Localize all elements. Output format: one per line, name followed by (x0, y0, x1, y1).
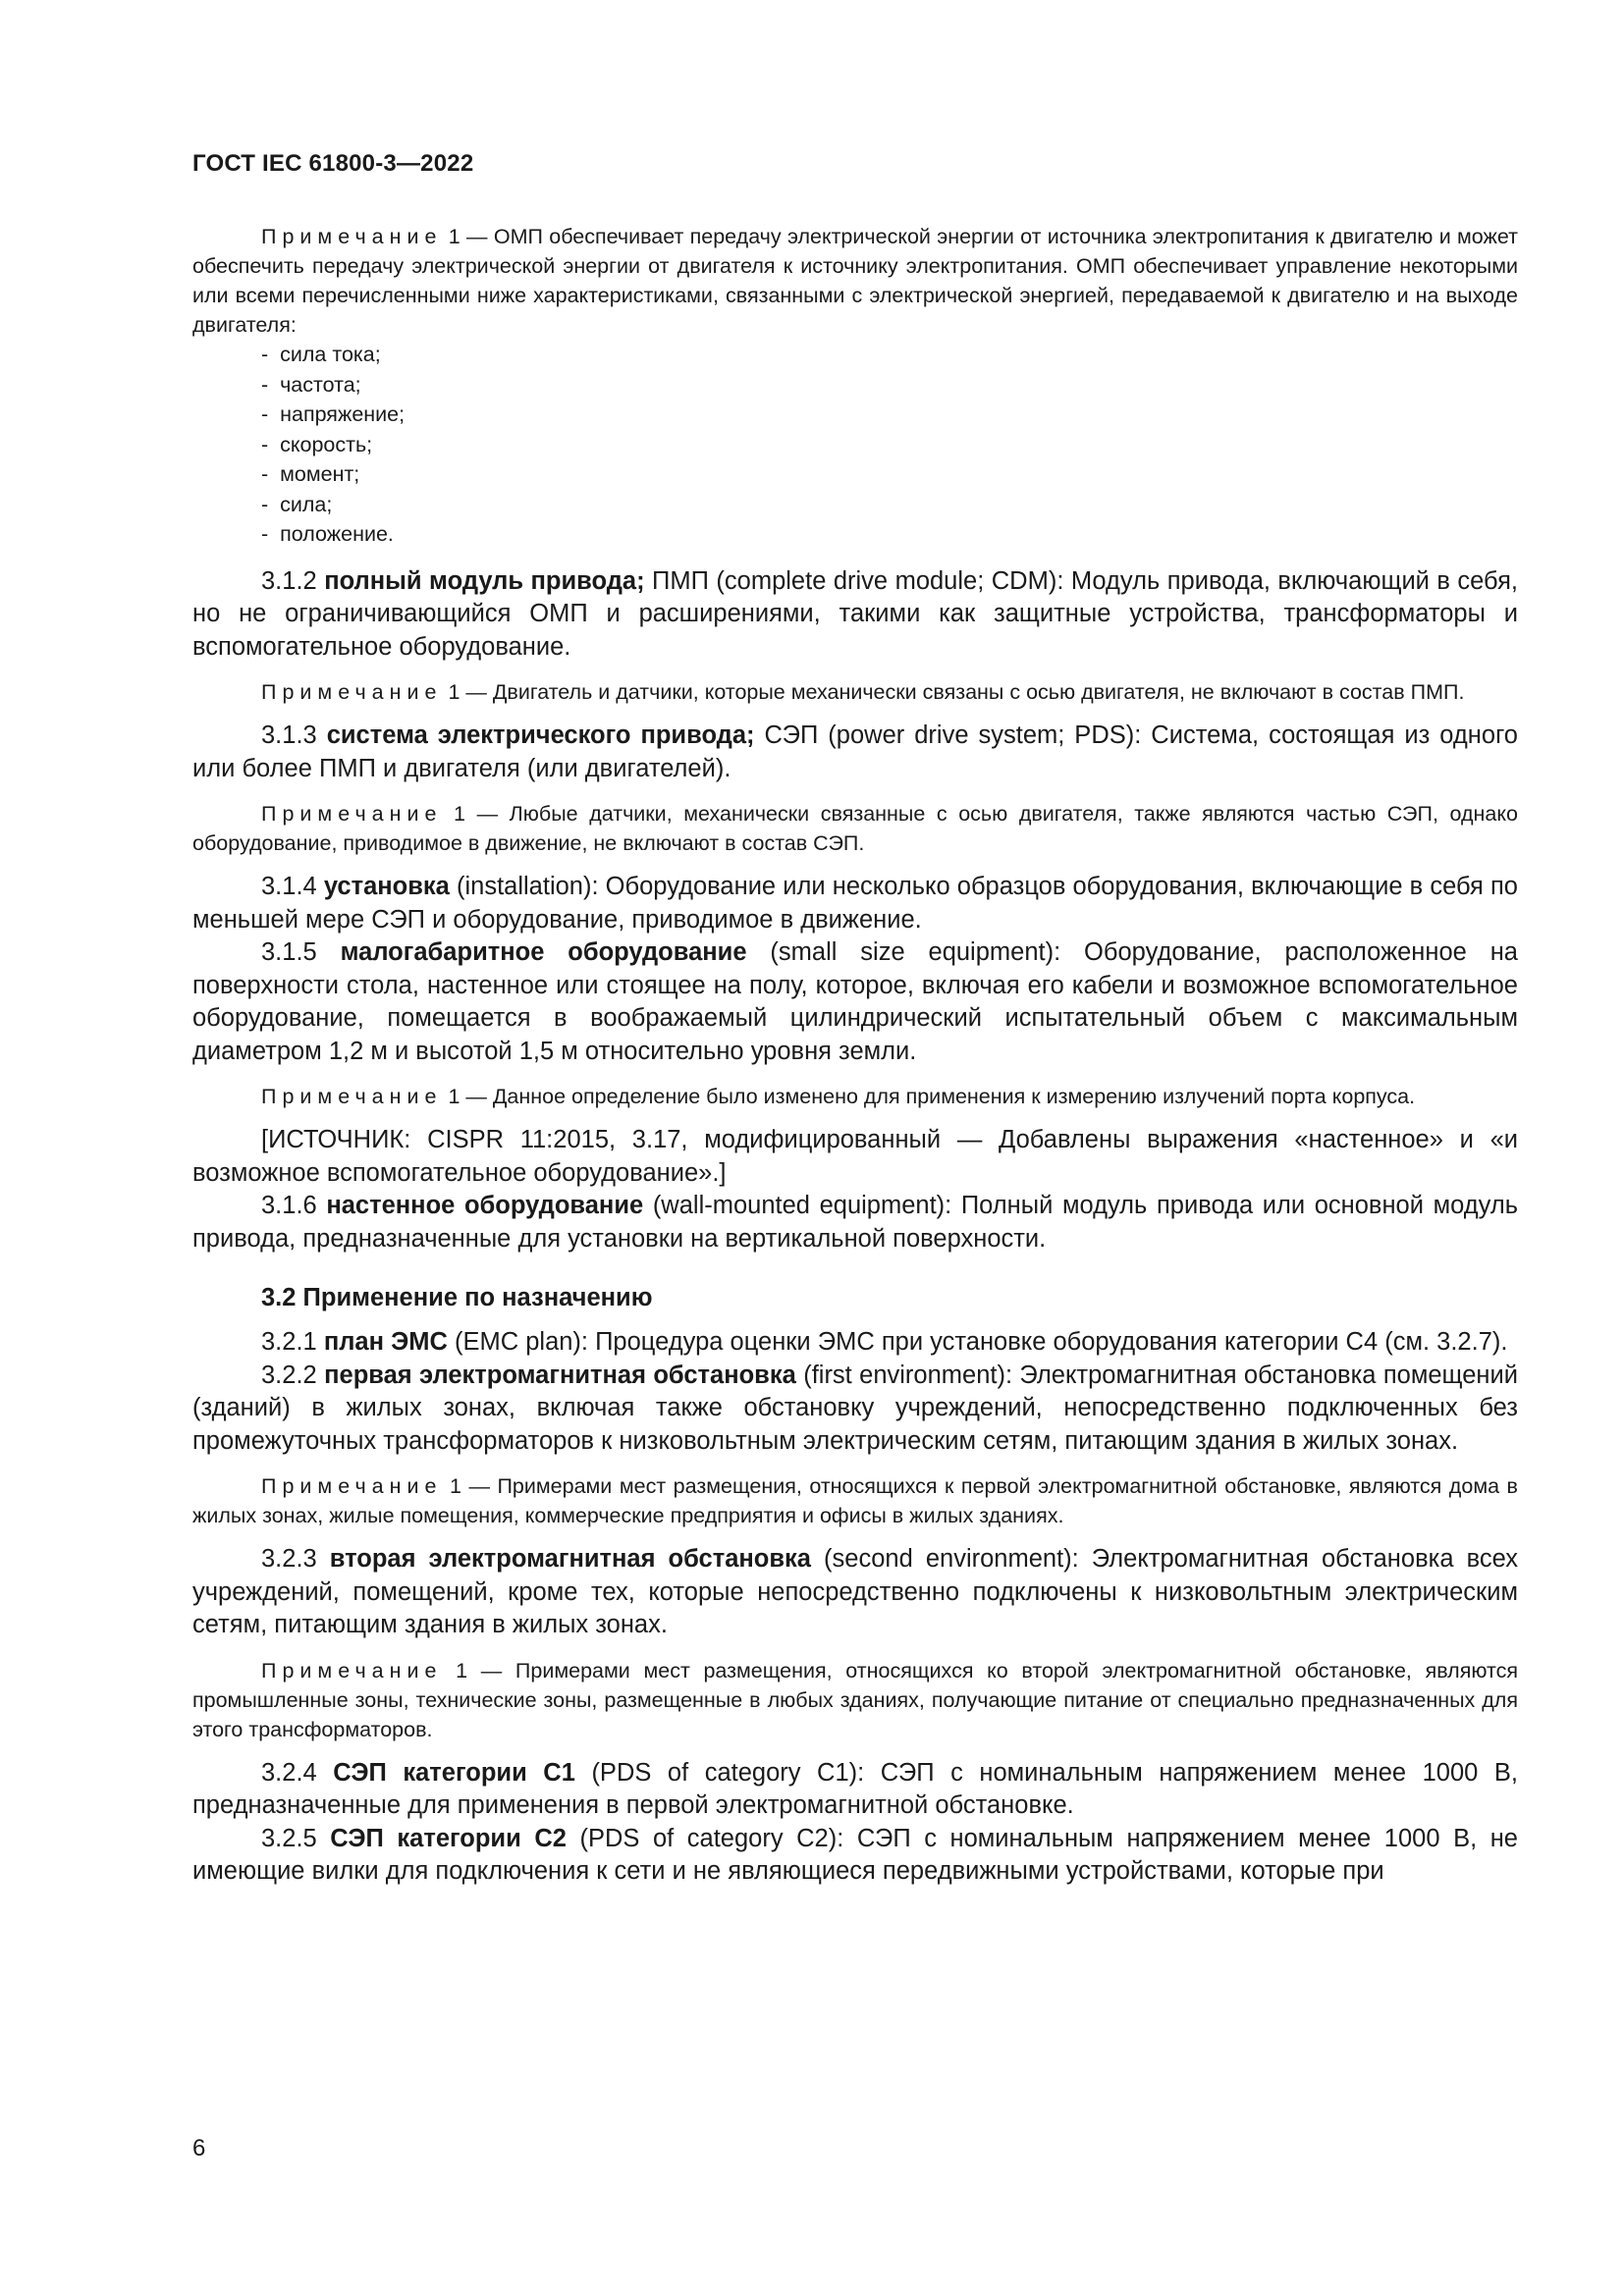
note-label: Примечание (261, 1085, 443, 1108)
document-header: ГОСТ IEC 61800-3—2022 (192, 150, 474, 177)
note-label: Примечание (261, 225, 443, 248)
note-label: Примечание (261, 802, 443, 826)
note-label: Примечание (261, 1658, 443, 1682)
definition-3-2-5 (192, 1823, 1518, 1889)
definition-text: (small size equipment): Оборудование, расположенное на поверхности стола, настенное или стоящее на полу, которое, включая его кабели и возможное вспомогательное оборудование, помещается в воображаемый цилиндрический испытательный объем с максимальным диаметром 1,2 м и высотой 1,5 м относительно уровня земли. (192, 938, 1518, 1065)
definition-text: (PDS of category C1): СЭП с номинальным напряжением менее 1000 В, предназначенные для применения в первой электромагнитной обстановке. (192, 1758, 1518, 1819)
note-text: — Примерами мест размещения, относящихся ко второй электромагнитной обстановке, являются промышленные зоны, технические зоны, размещенные в любых зданиях, получающие питание от специально предназначенных для этого трансформаторов. (192, 1658, 1518, 1741)
characteristics-list (192, 340, 1518, 550)
definition-3-2-3 (192, 1543, 1518, 1642)
definition-3-1-5 (192, 936, 1518, 1068)
note-number: 1 (448, 1085, 460, 1108)
definition-3-1-2 (192, 565, 1518, 665)
note-label: Примечание (261, 1474, 443, 1498)
clause-number: 3.1.5 (261, 938, 341, 966)
clause-number: 3.2.4 (261, 1758, 334, 1787)
section-heading-3-2: 3.2 Применение по назначению (261, 1284, 653, 1311)
note-number: 1 (448, 225, 460, 248)
document-body (192, 222, 1518, 1889)
note-text: — Любые датчики, механически связанные с осью двигателя, также являются частью СЭП, однако оборудование, приводимое в движение, не включают в состав СЭП. (192, 802, 1518, 855)
list-item: - напряжение; (261, 400, 1518, 430)
clause-number: 3.2.1 (261, 1328, 324, 1356)
clause-number: 3.2.3 (261, 1545, 330, 1573)
definition-3-2-4 (192, 1757, 1518, 1823)
list-item: - скорость; (261, 430, 1518, 460)
clause-number: 3.1.2 (261, 566, 325, 595)
note-second-environment (192, 1656, 1518, 1744)
clause-number: 3.1.3 (261, 721, 327, 749)
term: система электрического привода; (326, 721, 755, 749)
note-text: — Двигатель и датчики, которые механически связаны с осью двигателя, не включают в состав ПМП. (460, 680, 1465, 704)
note-text: — ОМП обеспечивает передачу электрической энергии от источника электропитания к двигателю и может обеспечить передачу электрической энергии от двигателя к источнику электропитания. ОМП обеспечивает управление некоторыми или всеми перечисленными ниже характеристиками, связанными с электрической энергией, передаваемой к двигателю и на выходе двигателя: (192, 225, 1518, 337)
term: вторая электромагнитная обстановка (329, 1545, 811, 1573)
note-omp (192, 222, 1518, 340)
clause-number: 3.1.4 (261, 873, 324, 900)
definition-text: (EMC plan): Процедура оценки ЭМС при установке оборудования категории С4 (см. 3.2.7). (447, 1328, 1508, 1356)
clause-number: 3.1.6 (261, 1192, 327, 1219)
definition-3-1-3 (192, 720, 1518, 785)
clause-number: 3.2.5 (261, 1824, 331, 1852)
note-cdm (192, 677, 1518, 707)
definition-3-2-1 (192, 1326, 1518, 1360)
definition-3-1-6 (192, 1190, 1518, 1255)
definition-text: (first environment): Электромагнитная обстановка помещений (зданий) в жилых зонах, включая также обстановку учреждений, непосредственно подключенных без промежуточных трансформаторов к низковольтным электрическим сетям, питающим здания в жилых зонах. (192, 1361, 1519, 1455)
clause-number: 3.2.2 (261, 1361, 325, 1389)
note-text: — Примерами мест размещения, относящихся к первой электромагнитной обстановке, являются дома в жилых зонах, жилые помещения, коммерческие предприятия и офисы в жилых зданиях. (192, 1474, 1518, 1527)
term: установка (323, 873, 450, 900)
list-item: - положение. (261, 519, 1518, 550)
term: малогабаритное оборудование (340, 938, 747, 966)
note-text: — Данное определение было изменено для применения к измерению излучений порта корпуса. (460, 1085, 1416, 1108)
definition-text: (installation): Оборудование или несколько образцов оборудования, включающие в себя по меньшей мере СЭП и оборудование, приводимое в движение. (192, 873, 1518, 934)
note-number: 1 (454, 802, 465, 826)
list-item: - сила тока; (261, 340, 1518, 370)
list-item: - частота; (261, 370, 1518, 400)
note-number: 1 (449, 1474, 461, 1498)
note-number: 1 (456, 1658, 468, 1682)
definition-text: (second environment): Электромагнитная обстановка всех учреждений, помещений, кроме тех, которые непосредственно подключены к низковольтным электрическим сетям, питающим здания в жилых зонах. (192, 1545, 1518, 1638)
note-small-equipment (192, 1082, 1518, 1111)
note-first-environment (192, 1471, 1518, 1530)
definition-text: СЭП (power drive system; PDS): Система, состоящая из одного или более ПМП и двигателя (или двигателей). (192, 721, 1518, 782)
term: настенное оборудование (326, 1192, 644, 1219)
term: полный модуль привода; (324, 566, 645, 595)
note-pds (192, 799, 1518, 858)
definition-text: (wall-mounted equipment): Полный модуль привода или основной модуль привода, предназначенные для установки на вертикальной поверхности. (192, 1192, 1518, 1253)
definition-text: (PDS of category C2): СЭП с номинальным напряжением менее 1000 В, не имеющие вилки для подключения к сети и не являющиеся передвижными устройствами, которые при (192, 1824, 1518, 1885)
note-number: 1 (448, 680, 460, 704)
term: СЭП категории С2 (330, 1824, 567, 1852)
list-item: - момент; (261, 459, 1518, 490)
term: СЭП категории С1 (333, 1758, 575, 1787)
page-number: 6 (192, 2135, 206, 2162)
list-item: - сила; (261, 490, 1518, 520)
definition-3-2-2 (192, 1360, 1518, 1459)
term: первая электромагнитная обстановка (324, 1361, 796, 1389)
term: план ЭМС (323, 1328, 448, 1356)
definition-text: ПМП (complete drive module; CDM): Модуль привода, включающий в себя, но не ограничивающийся ОМП и расширениями, такими как защитные устройства, трансформаторы и вспомогательное оборудование. (192, 566, 1518, 661)
source-reference: [ИСТОЧНИК: CISPR 11:2015, 3.17, модифицированный — Добавлены выражения «настенное» и «и возможное вспомогательное оборудование».] (192, 1126, 1518, 1187)
note-label: Примечание (261, 680, 443, 704)
definition-3-1-4 (192, 871, 1518, 936)
